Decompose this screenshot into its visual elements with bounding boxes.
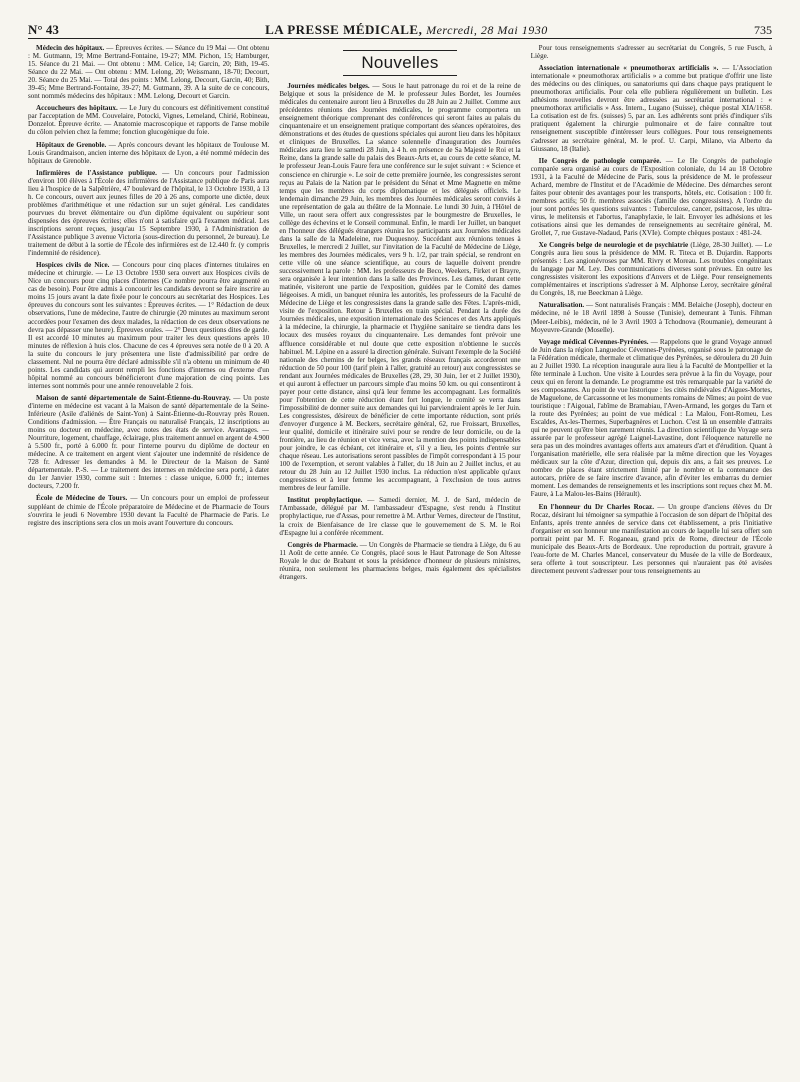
news-paragraph — [28, 494, 269, 526]
section-heading-text: Nouvelles — [343, 50, 456, 76]
news-paragraph — [531, 241, 772, 297]
news-item — [531, 241, 772, 297]
journal-name: LA PRESSE MÉDICALE, — [265, 22, 423, 37]
news-body: — Un concours pour un emploi de professeur suppléant de chimie de l'École préparatoire de Médecine et de Pharmacie de Tours s'ouvrira le jeudi 6 Novembre 1930 devant la Faculté de Pharmacie de Paris. Le registre des inscriptions sera clos un mois avant l'ouverture du concours. — [28, 494, 270, 527]
news-item — [28, 494, 269, 526]
news-title: Accoucheurs des hôpitaux. — [36, 104, 118, 113]
news-title: IIe Congrès de pathologie comparée. — [538, 156, 662, 165]
news-paragraph — [531, 503, 772, 575]
column-center-body — [279, 82, 520, 581]
news-title: Hôpitaux de Grenoble. — [36, 140, 107, 149]
news-title: Naturalisation. — [538, 301, 585, 310]
news-paragraph — [28, 394, 269, 491]
news-title: Médecin des hôpitaux. — [36, 44, 105, 52]
article-columns — [28, 44, 772, 1076]
news-title: Association internationale « pneumothorax artificialis ». — [538, 64, 719, 73]
news-item — [28, 261, 269, 390]
news-title: Maison de santé départementale de Saint-Étienne-du-Rouvray. — [36, 393, 231, 402]
news-body: — Concours pour cinq places d'internes titulaires en médecine et chirurgie. — Le 13 Octobre 1930 sera ouvert aux Hospices civils de Nice un concours pour cinq places d'internes (Ce nombre pourra être augmenté en cas de besoin). Pour être admis à concourir les candidats devront se faire inscrire au moins 15 jours avant la date fixée pour le concours au secrétariat des Hospices. Les épreuves du concours sont les suivantes : Épreuves écrites. — 1° Rédaction de deux observations, l'une de médecine, l'autre de chirurgie (20 minutes au maximum seront accordées pour l'examen des deux malades, la rédaction de ces deux observations ne devra pas dépasser une heure). Épreuves orales. — 2° Deux questions dites de garde. Il est accordé 10 minutes au maximum pour traiter les deux questions après 10 minutes de réflexion à huis clos. Chacune de ces 4 épreuves sera notée de 0 à 20. A la suite du concours le jury présentera une liste d'admissibilité par ordre de classement. Nul ne pourra être déclaré admissible s'il n'a obtenu un minimum de 40 points. Les candidats qui auront rempli les fonctions d'internes ou d'externe d'un hôpital nommé au concours bénéficieront d'une majoration de cinq points. Les internes sont nommés pour une année renouvelable 2 fois. — [28, 261, 270, 390]
news-item — [279, 82, 520, 492]
news-body: — Un poste d'interne en médecine est vacant à la Maison de santé départementale de la Seine-Inférieure (Asile d'aliénés de Saint-Yon) à Saint-Étienne-du-Rouvray près Rouen. Conditions d'admission. — Être Français ou naturalisé Français, 12 inscriptions au moins ou docteur en médecine, avec notes des états de service. Avantages. — Nourriture, logement, chauffage, éclairage, plus traitement annuel en argent de 4.900 à 5.500 fr., porté à 6.000 fr. pour l'interne pourvu du diplôme de docteur en médecine. A ce traitement en argent vient s'ajouter une indemnité de résidence de 728 fr. Adresser les demandes à M. le Directeur de la Maison de Santé départementale. P.-S. — Le traitement des internes en médecine sera porté, à dater du 1er Janvier 1930, comme suit : Internes : classe unique, 6.000 fr.; internes docteurs, 7.200 fr. — [28, 393, 270, 491]
news-body: — Samedi dernier, M. J. de Sard, médecin de l'Ambassade, délégué par M. l'ambassadeur d'Espagne, s'est rendu à l'Institut prophylactique, rue d'Assas, pour remettre à M. Arthur Vernes, directeur de l'Institut, la croix de Bienfaisance de 1re classe que le gouvernement de S. M. le Roi d'Espagne lui a conférée récemment. — [279, 496, 521, 537]
news-paragraph — [531, 301, 772, 333]
news-paragraph — [28, 44, 269, 100]
news-paragraph — [28, 141, 269, 165]
news-body: — Sont naturalisés Français : MM. Belaiche (Joseph), docteur en médecine, né le 18 Avril 1898 à Sousse (Tunisie), demeurant à Tunis. Fihman (Meer-Leibis), médecin, né le 3 Avril 1903 à Tchodnova (Roumanie), demeurant à Moyeuvre-Grande (Moselle). — [530, 301, 772, 334]
news-title: École de Médecine de Tours. — [36, 494, 128, 503]
news-body: — Le Jury du concours est définitivement constitué par l'acceptation de MM. Couvelaire, Potocki, Vignes, Lemeland, Chirié, Robineau, Donzelot. Épreuve écrite. — Anatomie macroscopique et rapports de l'anse mobile du côlon pelvien chez la femme; fonction glucogénique du foie. — [28, 104, 270, 137]
news-body: (Liège, 28-30 Juillet). — Le Congrès aura lieu sous la présidence de MM. R. Titeca et B. Dujardin. Rapports présentés : Les angionévroses par MM. Rivry et Moreau. Les troubles congénitaux du langage par M. Ley. Des communications diverses sont prévues. En outre les congressistes visiteront les expositions d'Anvers et de Liège. Pour renseignements complémentaires et inscriptions s'adresser à M. Alphonse Leroy, secrétaire général du Congrès, 18, rue Beeckman à Liège. — [530, 241, 772, 298]
news-body: — Un Congrès de Pharmacie se tiendra à Liège, du 6 au 11 Août de cette année. Ce Congrès, placé sous le Haut Patronage de Son Altesse Royale le duc de Brabant et sous la présidence d'honneur de plusieurs ministres, réunira, non seulement les pharmaciens belges, mais également des spécialistes étrangers. — [279, 540, 521, 581]
news-item — [531, 44, 772, 60]
news-paragraph — [28, 104, 269, 136]
news-item — [531, 64, 772, 153]
news-item — [279, 496, 520, 536]
column-center — [279, 44, 520, 1076]
news-body: Pour tous renseignements s'adresser au secrétariat du Congrès, 5 rue Fusch, à Liège. — [530, 44, 772, 61]
news-item — [28, 104, 269, 136]
news-title: Congrès de Pharmacie. — [287, 540, 358, 549]
news-body: — Après concours devant les hôpitaux de Toulouse M. Louis Grandmaison, ancien interne des hôpitaux de Lyon, a été nommé médecin des hôpitaux de Grenoble. — [28, 140, 270, 165]
issue-number: N° 43 — [28, 22, 59, 37]
news-title: En l'honneur du Dr Charles Rocaz. — [538, 502, 654, 511]
news-item — [531, 157, 772, 237]
section-heading — [279, 50, 520, 76]
news-body: — L'Association internationale « pneumothorax artificialis » a comme but pratique d'offrir une liste des médecins ou des cliniques, ou sanatoriums qui dans chaque pays pratiquent le pneumothorax artificialis. Pour cela elle publiera régulièrement un bulletin. Les adhésions nouvelles devront être adressées au secrétariat international : « pneumothorax artificialis » Ass. Intern., Lugano (Suisse), chèque postal XIA/1658. La cotisation est de frs. (suisses) 5, par an. Les adhérents sont priés d'indiquer s'ils pratiquent également la chirurgie pulmonaire et de faire connaître tout renseignement susceptible d'intéresser leurs collègues. Pour tous renseignements s'adresser au secrétaire général, M. le prof. U. Carpi, Milano, via Alberto da Giussano, 18 (Italie). — [530, 64, 772, 153]
column-right — [531, 44, 772, 1076]
page-number: 735 — [753, 23, 772, 37]
news-body: — Le IIe Congrès de pathologie comparée sera organisé au cours de l'Exposition coloniale, du 14 au 18 Octobre 1931, à la Faculté de Médecine de Paris, sous la présidence de M. le professeur Achard, membre de l'Institut et de l'Académie de Médecine. Des démarches seront faites pour obtenir des avantages pour les transports, hôtels, etc. Cotisation : 100 fr. membres actifs; 50 fr. membres associés (famille des congressistes). A l'ordre du jour sont portées les questions suivantes : Tuberculose, cancer, psittacose, les ultra-virus, le melitensis et l'abortus, l'anaphylaxie, le lait. Envoyer les adhésions et les cotisations ainsi que les demandes de renseignements au secrétaire général, M. Grollet, 7, rue Gustave-Nadaud, Paris (XVIe). Compte chèques postaux : 481-24. — [530, 156, 772, 238]
news-body: — Un concours pour l'admission d'environ 100 élèves à l'École des infirmières de l'Assistance publique de Paris aura lieu à l'hospice de la Salpêtrière, 47 boulevard de l'hôpital, le 13 Octobre 1930, à 13 h. Ce concours, ouvert aux jeunes filles de 20 à 26 ans, comporte une dictée, deux problèmes d'arithmétique et une rédaction sur un sujet général. Les candidates pourvues du brevet élémentaire ou d'un diplôme équivalent ou supérieur sont dispensées des épreuves écrites; elles n'ont à satisfaire qu'à l'examen médical. Les inscriptions seront reçues, jusqu'au 15 Septembre 1930, à l'Administration de l'Assistance publique 3 avenue Victoria (sous-direction du personnel, 2e bureau). Le traitement de début à la sortie de l'École des infirmières est de 12.440 fr. (y compris l'indemnité de résidence). — [28, 168, 270, 258]
news-paragraph — [531, 157, 772, 237]
news-body: — Rappelons que le grand Voyage annuel de Juin dans la région Languedoc Cévennes-Pyrénées, organisé sous le patronage de la Fédération médicale, thermale et climatique des Pyrénées, se déroulera du 20 Juin au 2 Juillet 1930. La réception inaugurale aura lieu à la Faculté de Montpellier et la fête terminale à Luchon. Une visite à Lourdes sera prévue à la fin du Voyage, pour ceux qui en feront la demande. Le programme est très remarquable par la variété de ses composantes. Au point de vue historique : les cités médiévales d'Aigues-Mortes, de Maguelone, de Carcassonne et les monuments romains de Nîmes; au point de vue touristique : l'Aigoual, l'abîme de Bramabiau, l'Aven-Armand, les gorges du Tarn et la route des Pyrénées; au point de vue médical : La Malou, Font-Romeu, Les Escaldes, Ax-les-Thermes, Superbagnères et Luchon. C'est là un ensemble d'attraits qui ne peuvent qu'être bien rarement réunis. La direction scientifique du Voyage sera assurée par le professeur agrégé Laignel-Lavastine, dont l'éloquence naturelle ne sera pas un des moindres avantages offerts aux amateurs d'art et d'érudition. Quant à l'organisation matérielle, elle sera réalisée par la même direction que les Voyages médicaux sur la côte d'Azur, direction qui, depuis dix ans, a fait ses preuves. Le nombre de places étant strictement limité par le nombre et la contenance des autocars, prière de se faire inscrire d'avance, afin d'éviter les embarras du dernier moment. Les demandes de renseignements et les inscriptions sont reçues chez M. M. Faure, à La Malou-les-Bains (Hérault). — [530, 337, 772, 499]
news-title: Infirmières de l'Assistance publique. — [36, 168, 157, 177]
news-title: Voyage médical Cévennes-Pyrénées. — [538, 337, 649, 346]
news-paragraph — [279, 496, 520, 536]
news-title: Institut prophylactique. — [287, 496, 363, 505]
column-left — [28, 44, 269, 1076]
news-paragraph — [531, 64, 772, 153]
news-title: Xe Congrès belge de neurologie et de psychiatrie — [538, 241, 689, 250]
news-paragraph — [28, 169, 269, 258]
news-item — [28, 169, 269, 258]
news-paragraph — [531, 44, 772, 60]
news-paragraph — [28, 261, 269, 390]
news-title: Journées médicales belges. — [287, 82, 370, 90]
journal-masthead — [265, 22, 548, 38]
news-item — [28, 141, 269, 165]
news-item — [279, 541, 520, 581]
news-body: — Sous le haut patronage du roi et de la reine de Belgique et sous la présidence de M. le professeur Jules Bordet, les Journées médicales du centenaire auront lieu à Bruxelles du 28 Juin au 2 Juillet. Comme aux précédentes réunions des Journées médicales, le programme comportera un enseignement théorique comprenant des conférences qui seront faites au palais du cinquantenaire et un enseignement pratique comportant des séances opératoires, des démonstrations et des études de questions spéciales qui auront lieu dans les hôpitaux et cliniques de Bruxelles. La séance solennelle d'inauguration des Journées médicales aura lieu le samedi 28 Juin, à 4 h. en présence de Sa Majesté le Roi et la Reine, dans la grande salle du palais des Beaux-Arts et, au cours de cette séance, M. le professeur Jean-Louis Faure fera une conférence sur le sujet suivant : « Science et conscience en chirurgie ». Le soir de cette première journée, les congressistes seront reçus au Palais de la Nation par le président du Sénat et Mme Magnette en même temps que les membres du corps diplomatique et les délégués officiels. Le lendemain dimanche 29 Juin, les membres des Journées médicales seront conviés à une représentation de gala au théâtre de la Monnaie. Le lundi 30 Juin, à l'Hôtel de Ville, un raout sera offert aux congressistes par le bourgmestre de Bruxelles, le collège des échevins et le Conseil communal. Enfin, le mardi 1er Juillet, un banquet en l'honneur des délégués étrangers réunira les participants aux Journées médicales dans la salle de la Madeleine, rue Duquesnoy. Succédant aux réunions tenues à Bruxelles, le mercredi 2 Juillet, sur l'invitation de la Faculté de Médecine de Liège, les membres des Journées médicales, vers 9 h. 1/2, par train spécial, se rendront en cette ville où une séance scientifique, au cours de laquelle doivent prendre successivement la parole : MM. les professeurs de Beco, Weekers, Firket et Brayre, sera organisée à leur intention dans la salle des Provinces. Les dames, durant cette matinée, visiteront une partie de l'exposition, guidées par le Comité des dames liégeoises. A midi, un banquet réunira les autorités, les professeurs de la Faculté de Médecine de Liège et les congressistes dans la grande salle des Fêtes. L'après-midi, visite de l'exposition. Retour à Bruxelles en train spécial. Pendant la durée des Journées médicales, une exposition internationale des Sciences et des Arts appliqués à la médecine, la chirurgie, la pharmacie et l'hygiène sanitaire se tiendra dans les locaux des musées royaux du cinquantenaire. Les demandes font prévoir une affluence considérable et nul doute que cette exposition n'obtienne le succès habituel. M. Lépine en a assuré la direction générale. Suivant l'exemple de la Société nationale des chemins de fer belges, les grands réseaux français accorderont une réduction de 50 pour 100 (tarif plein à l'aller, gratuité au retour) aux congressistes se rendant aux Journées médicales de Bruxelles (28, 29, 30 Juin, 1er et 2 Juillet 1930), et qui auront à effectuer un parcours simple d'au moins 50 km. ou qui consentiront à payer pour cette distance, ainsi qu'à leur femme les accompagnant. Les formalités pour l'obtention de cette réduction étant fort longue, le comité se verra dans l'impossibilité de donner suite aux demandes qui lui parviendraient après le 1er Juin. Les congressistes, désireux de bénéficier de cette importante réduction, sont priés d'envoyer d'urgence à M. Beckers, secrétaire général, 62, rue Froissart, Bruxelles, leur qualité, domicile et itinéraire suivi pour se rendre de leur domicile, ou de la frontière, au lieu de réunion et vice versa, avec la mention des points indispensables pour joindre, le cas échéant, cet itinéraire et, s'il y a lieu, les points d'entrée sur chaque réseau. Les autorisations seront passibles de l'impôt correspondant à 15 pour 100 de l'exemption, et seront valables à l'aller, du 18 Juin au 2 Juillet inclus, et au retour du 28 Juin au 12 Juillet 1930 inclus. La réduction n'est applicable qu'aux congressistes et à leur femme les accompagnant, à l'exclusion de tous autres membres de leur famille. — [279, 82, 521, 493]
news-item — [531, 503, 772, 575]
news-paragraph — [279, 541, 520, 581]
news-item — [28, 394, 269, 491]
news-item — [28, 44, 269, 100]
news-title: Hospices civils de Nice. — [36, 261, 110, 270]
news-item — [531, 338, 772, 499]
news-body: — Épreuves écrites. — Séance du 19 Mai — Ont obtenu : M. Gutmann, 19; Mme Bertrand-Fontaine, 19-27; MM. Pichon, 15; Hamburger, 15. Séance du 21 Mai. — Ont obtenu : MM. Celice, 14; Garcin, 20; Bith, 19-45. Séance du 22 Mai. — Ont obtenu : MM. Lelong, 20; Weissmann, 18-70; Decourt, 20. Séance du 25 Mai. — Total des points : MM. Lelong, Decourt, Garcin, 40; Bith, 39-45; Mme Bertrand-Fontaine, 39-27; M. Gutmann, 39. A la suite de ce concours, sont nommés médecins des hôpitaux : MM. Lelong, Decourt et Garcin. — [28, 44, 270, 101]
news-body: — Un groupe d'anciens élèves du Dr Rocaz, désirant lui témoigner sa sympathie à l'occasion de son départ de l'hôpital des Enfants, après trente années de service dans cet établissement, a pris l'initiative d'organiser en son honneur une manifestation au cours de laquelle lui sera offert son portrait peint par M. F. Roganeau, grand prix de Rome, directeur de l'École municipale des Beaux-Arts de Bordeaux. Une reproduction du portrait, gravure à l'eau-forte de M. Charles Mancel, conservateur du Musée de la ville de Bordeaux, sera offerte à tout souscripteur. Les personnes qui n'auraient pas été avisées directement peuvent s'adresser pour tous renseignements au — [530, 502, 772, 575]
news-item — [531, 301, 772, 333]
news-paragraph — [279, 82, 520, 492]
news-paragraph — [531, 338, 772, 499]
issue-date: Mercredi, 28 Mai 1930 — [426, 23, 548, 37]
page-header — [28, 16, 772, 39]
